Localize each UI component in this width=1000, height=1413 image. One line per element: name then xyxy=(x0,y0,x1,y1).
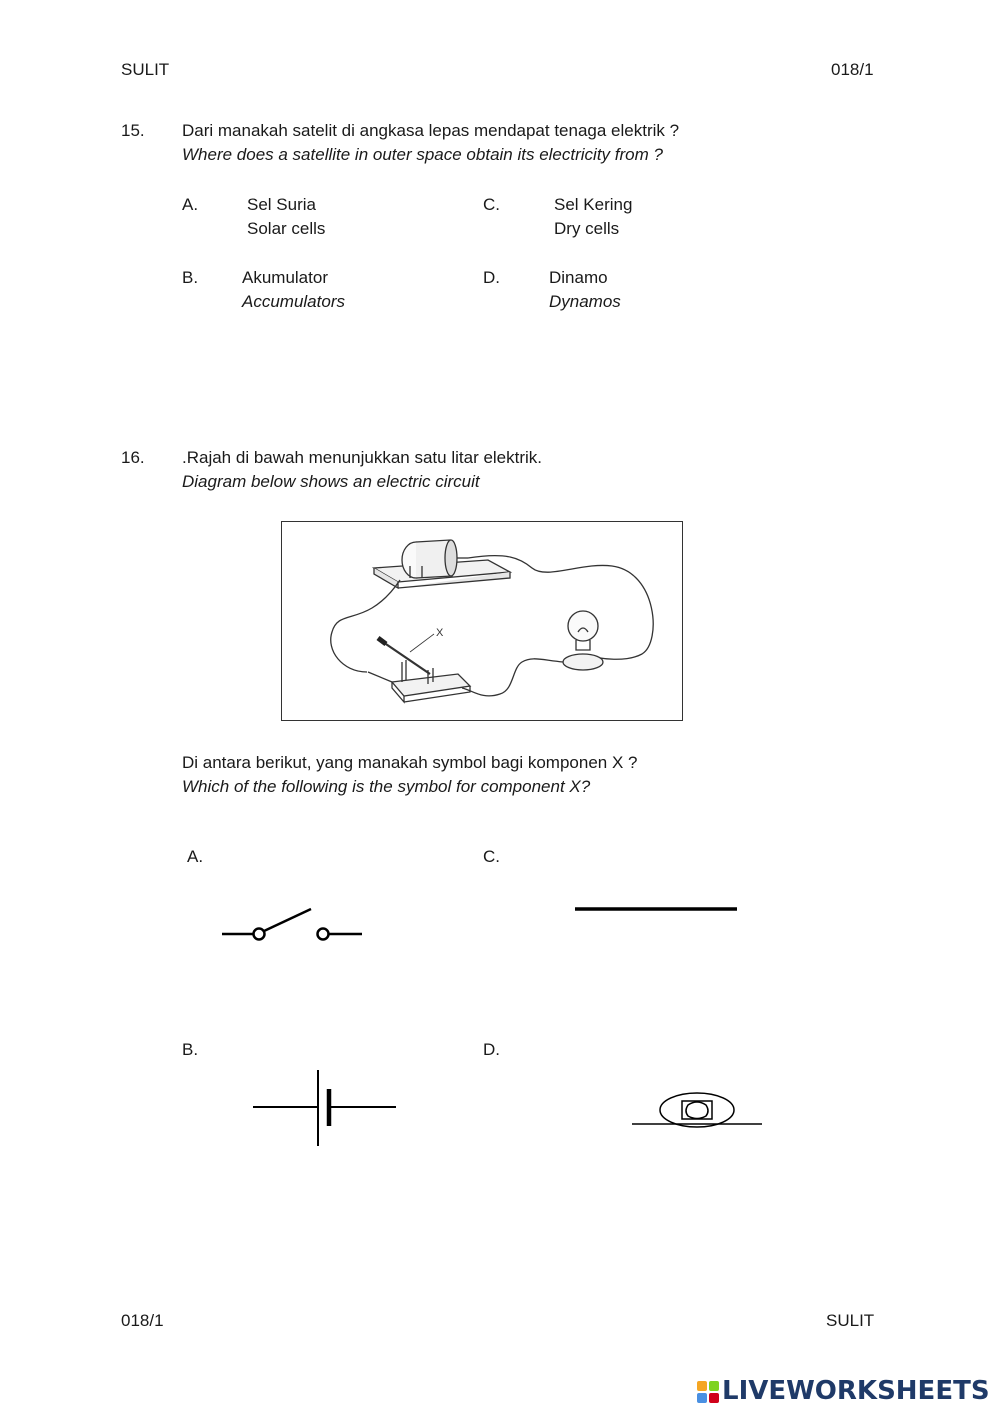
q15-text-ms: Dari manakah satelit di angkasa lepas mendapat tenaga elektrik ? xyxy=(182,121,680,140)
q16-number: 16. xyxy=(121,448,145,467)
q15-option-d-ms[interactable]: Dinamo xyxy=(549,268,608,287)
q15-option-d-letter: D. xyxy=(483,268,500,287)
header-right: 018/1 xyxy=(831,60,874,79)
cell-symbol-icon[interactable] xyxy=(252,1068,398,1152)
q16-option-a-letter: A. xyxy=(187,847,204,866)
q16-option-b-letter: B. xyxy=(182,1040,199,1059)
q16-question-ms: Di antara berikut, yang manakah symbol bagi komponen X ? xyxy=(182,753,638,772)
q15-option-b-letter: B. xyxy=(182,268,199,287)
q15-option-a-ms[interactable]: Sel Suria xyxy=(247,195,316,214)
switch-symbol-icon[interactable] xyxy=(220,905,365,945)
q15-option-a-en[interactable]: Solar cells xyxy=(247,219,326,238)
q15-text-en: Where does a satellite in outer space obtain its electricity from ? xyxy=(182,145,663,164)
q15-option-b-ms[interactable]: Akumulator xyxy=(242,268,328,287)
q16-question-en: Which of the following is the symbol for component X? xyxy=(182,777,591,796)
q15-number: 15. xyxy=(121,121,145,140)
q15-option-c-ms[interactable]: Sel Kering xyxy=(554,195,633,214)
q16-text-ms: .Rajah di bawah menunjukkan satu litar elektrik. xyxy=(182,448,543,467)
q15-option-c-letter: C. xyxy=(483,195,500,214)
liveworksheets-logo-icon xyxy=(697,1381,719,1403)
q15-option-d-en[interactable]: Dynamos xyxy=(549,292,621,311)
q15-option-a-letter: A. xyxy=(182,195,199,214)
bulb-symbol-icon[interactable] xyxy=(630,1085,766,1133)
footer-left: 018/1 xyxy=(121,1311,164,1330)
q16-option-c-letter: C. xyxy=(483,847,500,866)
liveworksheets-watermark[interactable]: LIVEWORKSHEETS xyxy=(722,1376,990,1406)
q16-option-d-letter: D. xyxy=(483,1040,500,1059)
header-left: SULIT xyxy=(121,60,170,79)
q15-option-b-en[interactable]: Accumulators xyxy=(242,292,345,311)
circuit-diagram xyxy=(281,521,683,721)
q15-option-c-en[interactable]: Dry cells xyxy=(554,219,620,238)
footer-right: SULIT xyxy=(826,1311,875,1330)
wire-symbol-icon[interactable] xyxy=(575,905,739,915)
circuit-illustration xyxy=(282,522,682,720)
figure-label-x: X xyxy=(436,627,444,639)
q16-text-en: Diagram below shows an electric circuit xyxy=(182,472,480,491)
